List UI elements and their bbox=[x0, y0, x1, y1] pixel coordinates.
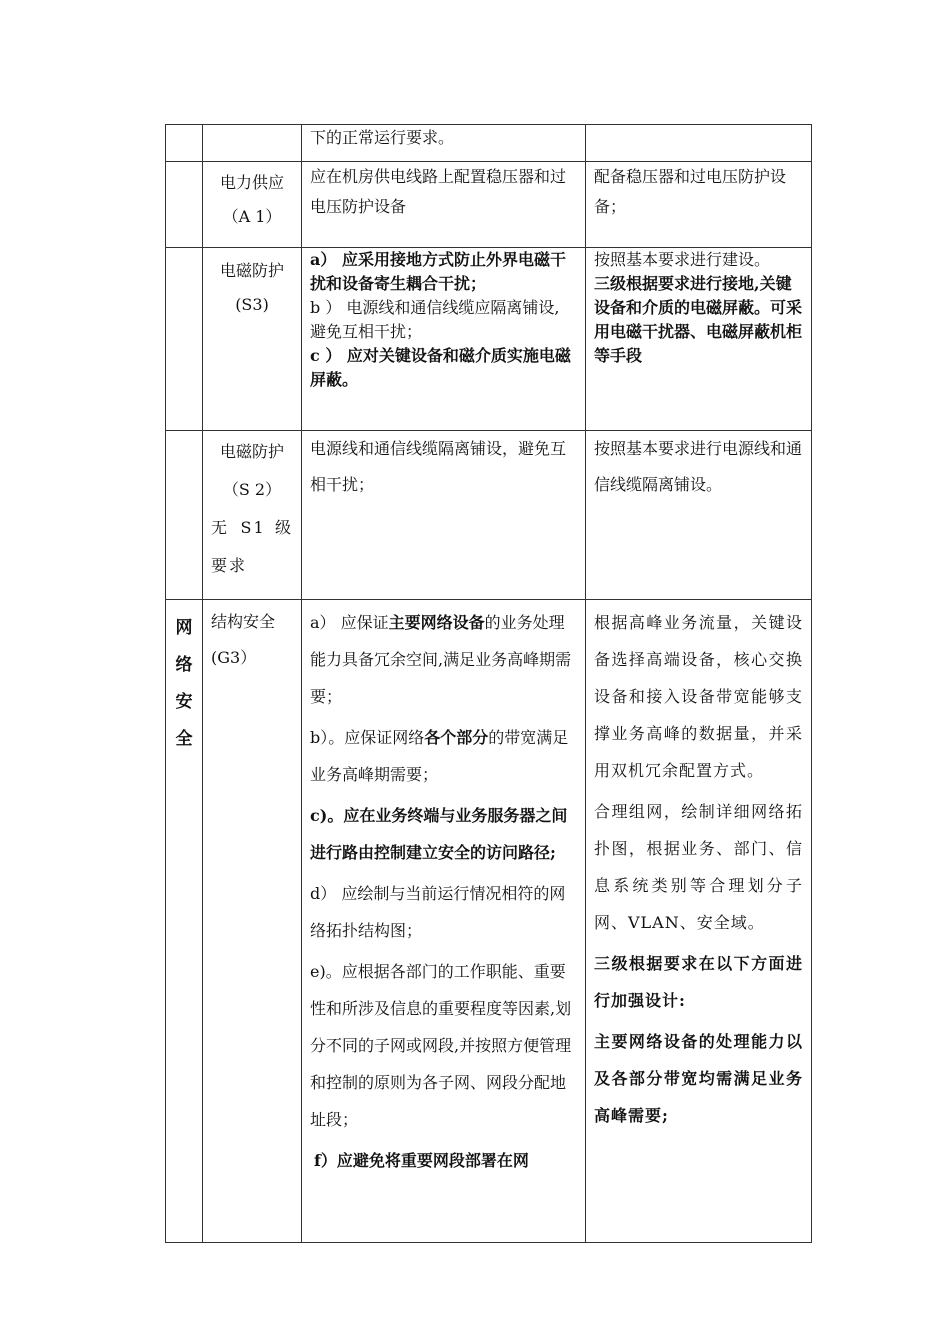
requirement-b: b ） 电源线和通信线缆应隔离铺设, 避免互相干扰； bbox=[310, 298, 560, 341]
requirement-cell bbox=[302, 162, 586, 248]
item-name: 结构安全(G3） bbox=[211, 612, 276, 667]
item-cell bbox=[203, 162, 302, 248]
table-row bbox=[166, 162, 812, 248]
item-note: 无 S1 级要求 bbox=[211, 518, 293, 575]
table-row bbox=[166, 248, 812, 431]
category-cell bbox=[166, 162, 203, 248]
measure-text: 按照基本要求进行电源线和通信线缆隔离铺设。 bbox=[594, 439, 803, 494]
table-row bbox=[166, 431, 812, 600]
requirement-a: a） 应采用接地方式防止外界电磁干扰和设备寄生耦合干扰； bbox=[310, 250, 566, 293]
requirement-d: d） 应绘制与当前运行情况相符的网络拓扑结构图； bbox=[310, 884, 566, 940]
requirement-f: f）应避免将重要网段部署在网 bbox=[314, 1151, 529, 1170]
requirement-c: c)。应在业务终端与业务服务器之间进行路由控制建立安全的访问路径; bbox=[310, 806, 568, 862]
category-char: 络 bbox=[175, 655, 193, 675]
requirement-e: e)。应根据各部门的工作职能、重要性和所涉及信息的重要程度等因素,划分不同的子网或网段,并按照方便管理和控制的原则为各子网、网段分配地址段； bbox=[310, 962, 572, 1129]
measure-text: 合理组网，绘制详细网络拓扑图，根据业务、部门、信息系统类别等合理划分子网、VLAN、安全域。 bbox=[594, 802, 803, 932]
measure-text: 根据高峰业务流量，关键设备选择高端设备，核心交换设备和接入设备带宽能够支撑业务高峰的数据量，并采用双机冗余配置方式。 bbox=[594, 613, 803, 780]
measure-enhanced-text: 主要网络设备的处理能力以及各部分带宽均需满足业务高峰需要; bbox=[594, 1032, 803, 1125]
requirement-a: a） 应保证主要网络设备的业务处理能力具备冗余空间,满足业务高峰期需要； bbox=[310, 613, 572, 706]
category-cell bbox=[166, 600, 203, 1243]
measure-cell bbox=[586, 125, 812, 162]
table-row bbox=[166, 600, 812, 1243]
requirement-b: b）。应保证网络各个部分的带宽满足业务高峰期需要； bbox=[310, 728, 569, 784]
category-char: 安 bbox=[175, 692, 193, 712]
table-row bbox=[166, 125, 812, 162]
item-name: 电磁防护 bbox=[219, 442, 284, 461]
item-cell bbox=[203, 248, 302, 431]
item-cell bbox=[203, 431, 302, 600]
item-level: （S 2） bbox=[222, 480, 282, 499]
measure-text: 配备稳压器和过电压防护设备； bbox=[594, 167, 787, 216]
measure-cell bbox=[586, 431, 812, 600]
requirement-cell bbox=[302, 600, 586, 1243]
security-requirements-table bbox=[165, 124, 812, 1243]
measure-enhanced-text: 三级根据要求进行接地,关键设备和介质的电磁屏蔽。可采用电磁干扰器、电磁屏蔽机柜等手段 bbox=[594, 274, 803, 365]
measure-cell bbox=[586, 600, 812, 1243]
requirement-cell: 下的正常运行要求。 bbox=[302, 125, 586, 162]
item-cell bbox=[203, 600, 302, 1243]
measure-cell bbox=[586, 248, 812, 431]
measure-text: 按照基本要求进行建设。 bbox=[594, 250, 771, 269]
item-name: 电力供应 bbox=[219, 173, 284, 192]
measure-enhanced-heading: 三级根据要求在以下方面进行加强设计: bbox=[594, 954, 803, 1010]
item-cell bbox=[203, 125, 302, 162]
requirement-cell bbox=[302, 248, 586, 431]
category-cell bbox=[166, 431, 203, 600]
item-level: （A 1） bbox=[222, 207, 282, 226]
requirement-cell bbox=[302, 431, 586, 600]
category-cell bbox=[166, 248, 203, 431]
category-cell bbox=[166, 125, 203, 162]
requirement-text: 应在机房供电线路上配置稳压器和过电压防护设备 bbox=[310, 167, 567, 216]
measure-cell bbox=[586, 162, 812, 248]
item-level: (S3) bbox=[235, 295, 269, 314]
category-char: 网 bbox=[175, 618, 193, 638]
item-name: 电磁防护 bbox=[219, 261, 284, 280]
requirement-text: 电源线和通信线缆隔离铺设，避免互相干扰； bbox=[310, 439, 567, 494]
requirement-c: c ） 应对关键设备和磁介质实施电磁屏蔽。 bbox=[310, 346, 571, 389]
category-char: 全 bbox=[175, 729, 193, 749]
